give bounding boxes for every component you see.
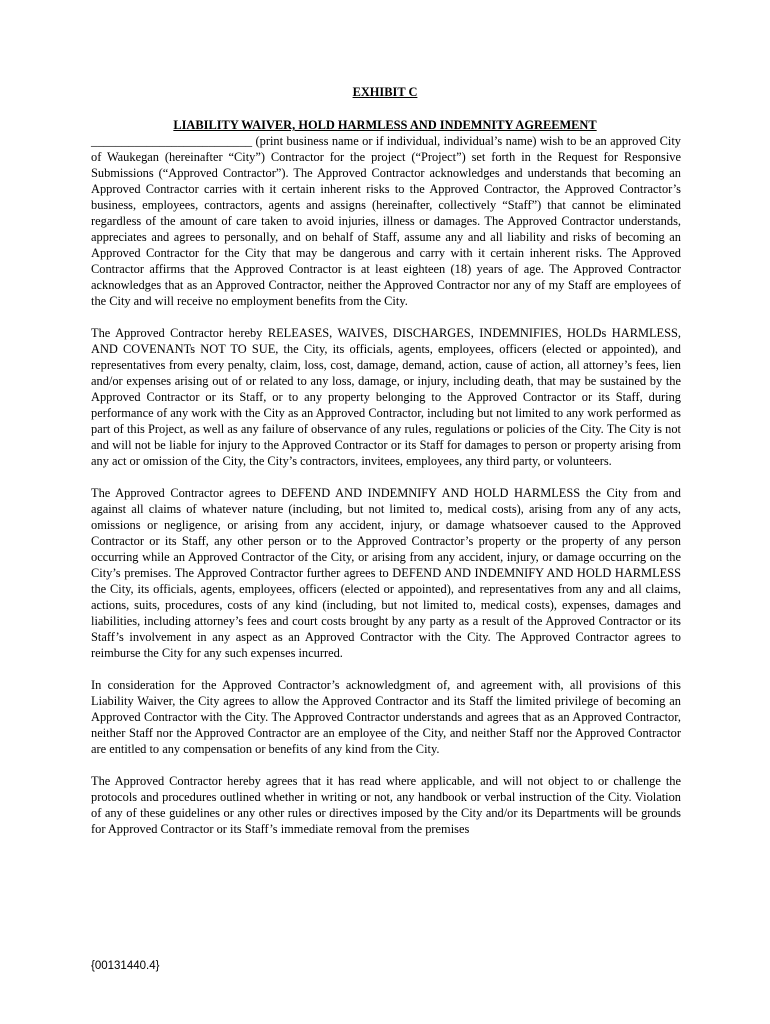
document-body: [91, 133, 681, 853]
paragraph-indemnify: The Approved Contractor agrees to DEFEND AND INDEMNIFY AND HOLD HARMLESS the City from and against all claims of whatever nature (including, but not limited to, medical costs), arising from any of any acts, omissions or negligence, or arising from any accident, injury, or damage whatsoever caused to the Approved Contractor or its Staff, any other person or to the Approved Contractor’s property or the property of any person occurring while an Approved Contractor of the City, or arising from any accident, injury, or damage occurring on the City’s premises. The Approved Contractor further agrees to DEFEND AND INDEMNIFY AND HOLD HARMLESS the City, its officials, agents, employees, officers (elected or appointed), and representatives from any and all claims, actions, suits, procedures, costs of any kind (including, but not limited to, medical costs), expenses, damages and liabilities, including attorney’s fees and court costs brought by any party as a result of the Approved Contractor or its Staff’s involvement in any aspect as an Approved Contractor with the City. The Approved Contractor agrees to reimburse the City for any such expenses incurred.: [91, 486, 681, 660]
paragraph-protocols: The Approved Contractor hereby agrees that it has read where applicable, and will not object to or challenge the protocols and procedures outlined whether in writing or not, any handbook or verbal instruction of the City. Violation of any of these guidelines or any other rules or directives imposed by the City and/or its Departments will be grounds for Approved Contractor or its Staff’s immediate removal from the premises: [91, 774, 681, 836]
document-number: {00131440.4}: [91, 960, 160, 972]
agreement-title: LIABILITY WAIVER, HOLD HARMLESS AND INDEMNITY AGREEMENT: [173, 118, 597, 132]
paragraph-release: The Approved Contractor hereby RELEASES, WAIVES, DISCHARGES, INDEMNIFIES, HOLDs HARMLESS, AND COVENANTs NOT TO SUE, the City, its officials, agents, employees, officers (elected or appointed), and representatives from every penalty, claim, loss, cost, damage, demand, action, cause of action, all attorney’s fees, lien and/or expenses arising out of or related to any loss, damage, or injury, including death, that may be sustained by the Approved Contractor or its Staff, or to any property belonging to the Approved Contractor or its Staff, during performance of any work with the City as an Approved Contractor, including but not limited to any work performed as part of this Project, as well as any failure of observance of any rules, regulations or policies of the City. The City is not and will not be liable for injury to the Approved Contractor or its Staff for damages to person or property arising from any act or omission of the City, the City’s contractors, invitees, employees, any third party, or volunteers.: [91, 326, 681, 468]
paragraph-intro: __________________________ (print business name or if individual, individual’s name) wish to be an approved City of Waukegan (hereinafter “City”) Contractor for the project (“Project”) set forth in the Request for Responsive Submissions (“Approved Contractor”). The Approved Contractor acknowledges and understands that becoming an Approved Contractor carries with it certain inherent risks to the Approved Contractor, the Approved Contractor’s business, employees, contractors, agents and assigns (hereinafter, collectively “Staff”) that cannot be eliminated regardless of the amount of care taken to avoid injuries, illness or damages. The Approved Contractor understands, appreciates and agrees to personally, and on behalf of Staff, assume any and all liability and risks of becoming an Approved Contractor for the City that may be dangerous and carry with it certain inherent risks. The Approved Contractor affirms that the Approved Contractor is at least eighteen (18) years of age. The Approved Contractor acknowledges that as an Approved Contractor, neither the Approved Contractor nor any of my Staff are employees of the City and will receive no employment benefits from the City.: [91, 134, 681, 308]
exhibit-heading: EXHIBIT C: [352, 85, 418, 99]
paragraph-consideration: In consideration for the Approved Contractor’s acknowledgment of, and agreement with, all provisions of this Liability Waiver, the City agrees to allow the Approved Contractor and its Staff the limited privilege of becoming an Approved Contractor with the City. The Approved Contractor understands and agrees that as an Approved Contractor, neither Staff nor the Approved Contractor are an employee of the City, and neither Staff nor the Approved Contractor are entitled to any compensation or benefits of any kind from the City.: [91, 678, 681, 756]
